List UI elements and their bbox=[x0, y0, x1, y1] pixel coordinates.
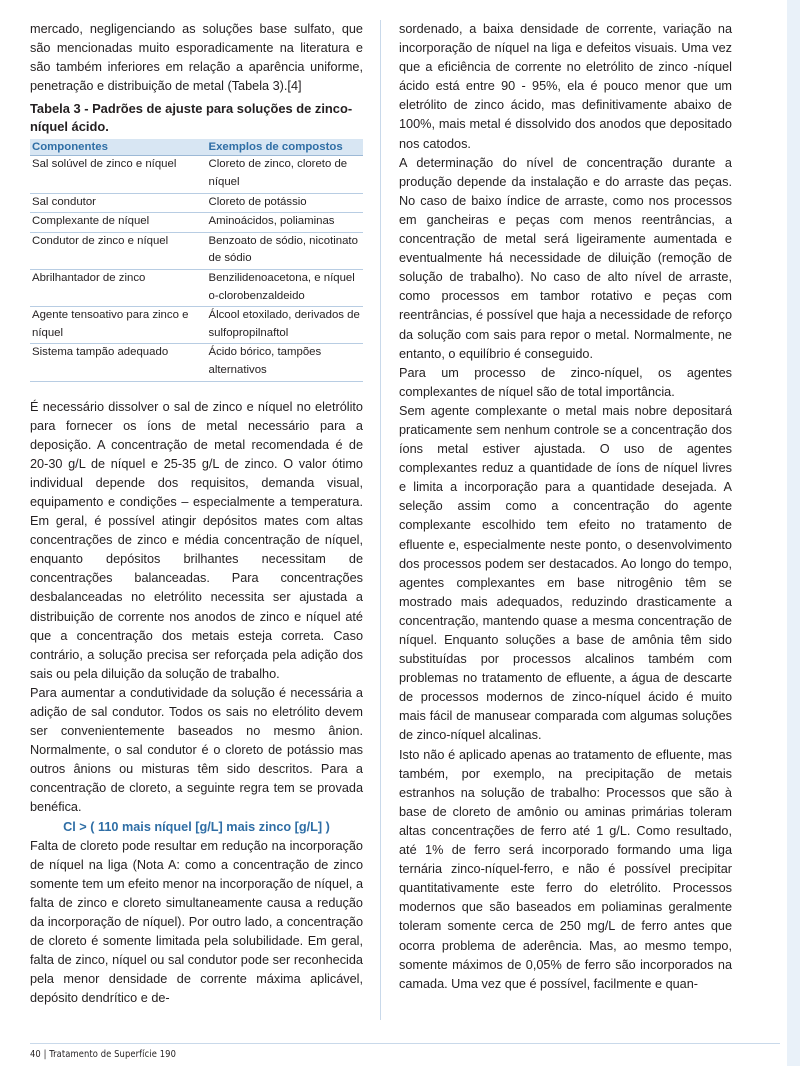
table-cell-component: Sal solúvel de zinco e níquel bbox=[30, 156, 206, 193]
chloride-rule-formula: Cl > ( 110 mais níquel [g/L] mais zinco [g/L] ) bbox=[63, 819, 330, 834]
intro-paragraph: mercado, negligenciando as soluções base sulfato, que são mencionadas muito esporadicamente na literatura e são também inferiores em relação a aparência uniforme, penetração e distribuição de metal (Tabela 3).[4] bbox=[30, 22, 363, 94]
table-cell-example: Cloreto de zinco, cloreto de níquel bbox=[206, 156, 363, 193]
table-header-row bbox=[30, 139, 363, 156]
table-cell-component: Sistema tampão adequado bbox=[30, 344, 206, 381]
table-cell-component: Abrilhantador de zinco bbox=[30, 269, 206, 306]
left-column bbox=[30, 20, 363, 1009]
footer-divider bbox=[30, 1043, 780, 1044]
table-row bbox=[30, 156, 363, 193]
table-row bbox=[30, 232, 363, 269]
page-footer: 40 | Tratamento de Superfície 190 bbox=[30, 1049, 176, 1060]
table-cell-example: Álcool etoxilado, derivados de sulfopropilnaftol bbox=[206, 307, 363, 344]
table-cell-example: Cloreto de potássio bbox=[206, 193, 363, 213]
table-row bbox=[30, 269, 363, 306]
body-paragraph: A determinação do nível de concentração durante a produção depende da instalação e do arraste das peças. No caso de baixo índice de arraste, como nos processos em gancheiras e peças com menos reentrâncias, a concentração de metal será ligeiramente aumentada e eventualmente há necessidade de diluição (remoção de solução de trabalho). No caso de alto nível de arraste, como processos em tambor rotativo e peças com reentrâncias, é possível que haja a necessidade de reforço da solução com sais para repor o metal. Normalmente, ne entanto, o equilíbrio é conseguido. bbox=[399, 155, 732, 361]
column-header-examples: Exemplos de compostos bbox=[206, 139, 363, 156]
table-title: Tabela 3 - Padrões de ajuste para soluções de zinco-níquel ácido. bbox=[30, 101, 353, 135]
table-cell-component: Sal condutor bbox=[30, 193, 206, 213]
body-paragraph: Sem agente complexante o metal mais nobre depositará praticamente sem nenhum controle se a concentração dos íons metal estiver ajustada. O uso de agentes complexantes reduz a quantidade de íons de níquel livres e limita a incorporação para a quantidade desejada. A seleção assim como a concentração do agente complexante escolhido tem efeito no tratamento de efluente e, especialmente neste ponto, o desenvolvimento dos processos podem ser destacados. Ao longo do tempo, agentes complexantes em base nitrogênio têm se mostrado mais adequados, reduzindo drasticamente a concentração, mantendo quase a mesma concentração de níquel. Enquanto soluções a base de amônia têm sido substituídas por processos alcalinos também com problemas no tratamento de efluente, a água de descarte de processos modernos de zinco-níquel ácido é muito mais fácil de manusear comparada com algumas soluções de zinco-níquel alcalinas. bbox=[399, 403, 732, 743]
table-row bbox=[30, 213, 363, 233]
table-cell-example: Benzilidenoacetona, e níquel o-clorobenzaldeido bbox=[206, 269, 363, 306]
table-cell-component: Agente tensoativo para zinco e níquel bbox=[30, 307, 206, 344]
right-column bbox=[399, 20, 732, 994]
column-header-components: Componentes bbox=[30, 139, 206, 156]
table-cell-example: Benzoato de sódio, nicotinato de sódio bbox=[206, 232, 363, 269]
body-paragraph: sordenado, a baixa densidade de corrente, variação na incorporação de níquel na liga e defeitos visuais. Uma vez que a eficiência de corrente no eletrólito de zinco -níquel ácido está entre 90 - 95%, ela é pouco menor que um eletrólito de zinco ácido, mas definitivamente abaixo de 100%, mais metal é dissolvido dos anodos que depositado nos catodos. bbox=[399, 22, 732, 151]
body-paragraph: É necessário dissolver o sal de zinco e níquel no eletrólito para fornecer os íons de metal necessário para a deposição. A concentração de metal recomendada é de 20-30 g/L de níquel e 25-35 g/L de zinco. O valor ótimo individual depende dos requisitos, demanda visual, equipamento e condições – especialmente a temperatura. Em geral, é possível atingir depósitos mates com altas concentrações de zinco e média concentração de níquel, enquanto depósitos brilhantes necessitam de concentrações balanceadas. Para concentrações desbalanceadas no eletrólito necessita ser ajustada a distribuição de corrente nos anodos de zinco e níquel até que a concentração dos metais esteja correta. Caso contrário, a solução precisa ser reforçada pela adição dos sais ou pela diluição da solução de trabalho. bbox=[30, 399, 363, 681]
column-divider bbox=[380, 20, 381, 1020]
table-cell-example: Ácido bórico, tampões alternativos bbox=[206, 344, 363, 381]
table-cell-component: Condutor de zinco e níquel bbox=[30, 232, 206, 269]
body-paragraph: Para um processo de zinco-níquel, os agentes complexantes de níquel são de total importância. bbox=[399, 365, 732, 399]
table-row bbox=[30, 344, 363, 381]
body-paragraph: Falta de cloreto pode resultar em redução na incorporação de níquel na liga (Nota A: como a concentração de zinco somente tem um efeito menor na incorporação de níquel, a falta de zinco e cloreto simultaneamente causa a redução da incorporação de níquel). Por outro lado, a concentração de cloreto é somente limitada pela solubilidade. Em geral, falta de zinco, níquel ou sal condutor pode ser reconhecida pela menor densidade de corrente máxima aplicável, depósito dendrítico e de- bbox=[30, 838, 363, 1006]
table-cell-example: Aminoácidos, poliaminas bbox=[206, 213, 363, 233]
standards-table bbox=[30, 139, 363, 381]
table-row bbox=[30, 307, 363, 344]
body-paragraph: Para aumentar a condutividade da solução é necessária a adição de sal condutor. Todos os sais no eletrólito devem ser convenientemente baseados no mesmo ânion. Normalmente, o sal condutor é o cloreto de potássio mas outros ânions ou misturas têm sido descritos. Para a concentração de cloreto, a seguinte regra tem se provada benéfica. bbox=[30, 685, 363, 815]
table-cell-component: Complexante de níquel bbox=[30, 213, 206, 233]
table-row bbox=[30, 193, 363, 213]
page-edge-band bbox=[787, 0, 800, 1066]
body-paragraph: Isto não é aplicado apenas ao tratamento de efluente, mas também, por exemplo, na precipitação de metais estranhos na solução de trabalho: Processos que são à base de cloreto de amônio ou aminas primárias toleram altas concentrações de ferro até 1 g/L. Como resultado, até 1% de ferro será incorporado formando uma liga ternária zinco-níquel-ferro, e não é possível precipitar quantitativamente este ferro do eletrólito. Processos modernos que são baseados em poliaminas geralmente toleram somente cerca de 250 mg/L de ferro antes que ocorra problema de aderência. Mas, ao mesmo tempo, somente máximos de 0,05% de ferro são incorporados na camada. Uma vez que é possível, facilmente e quan- bbox=[399, 747, 732, 991]
